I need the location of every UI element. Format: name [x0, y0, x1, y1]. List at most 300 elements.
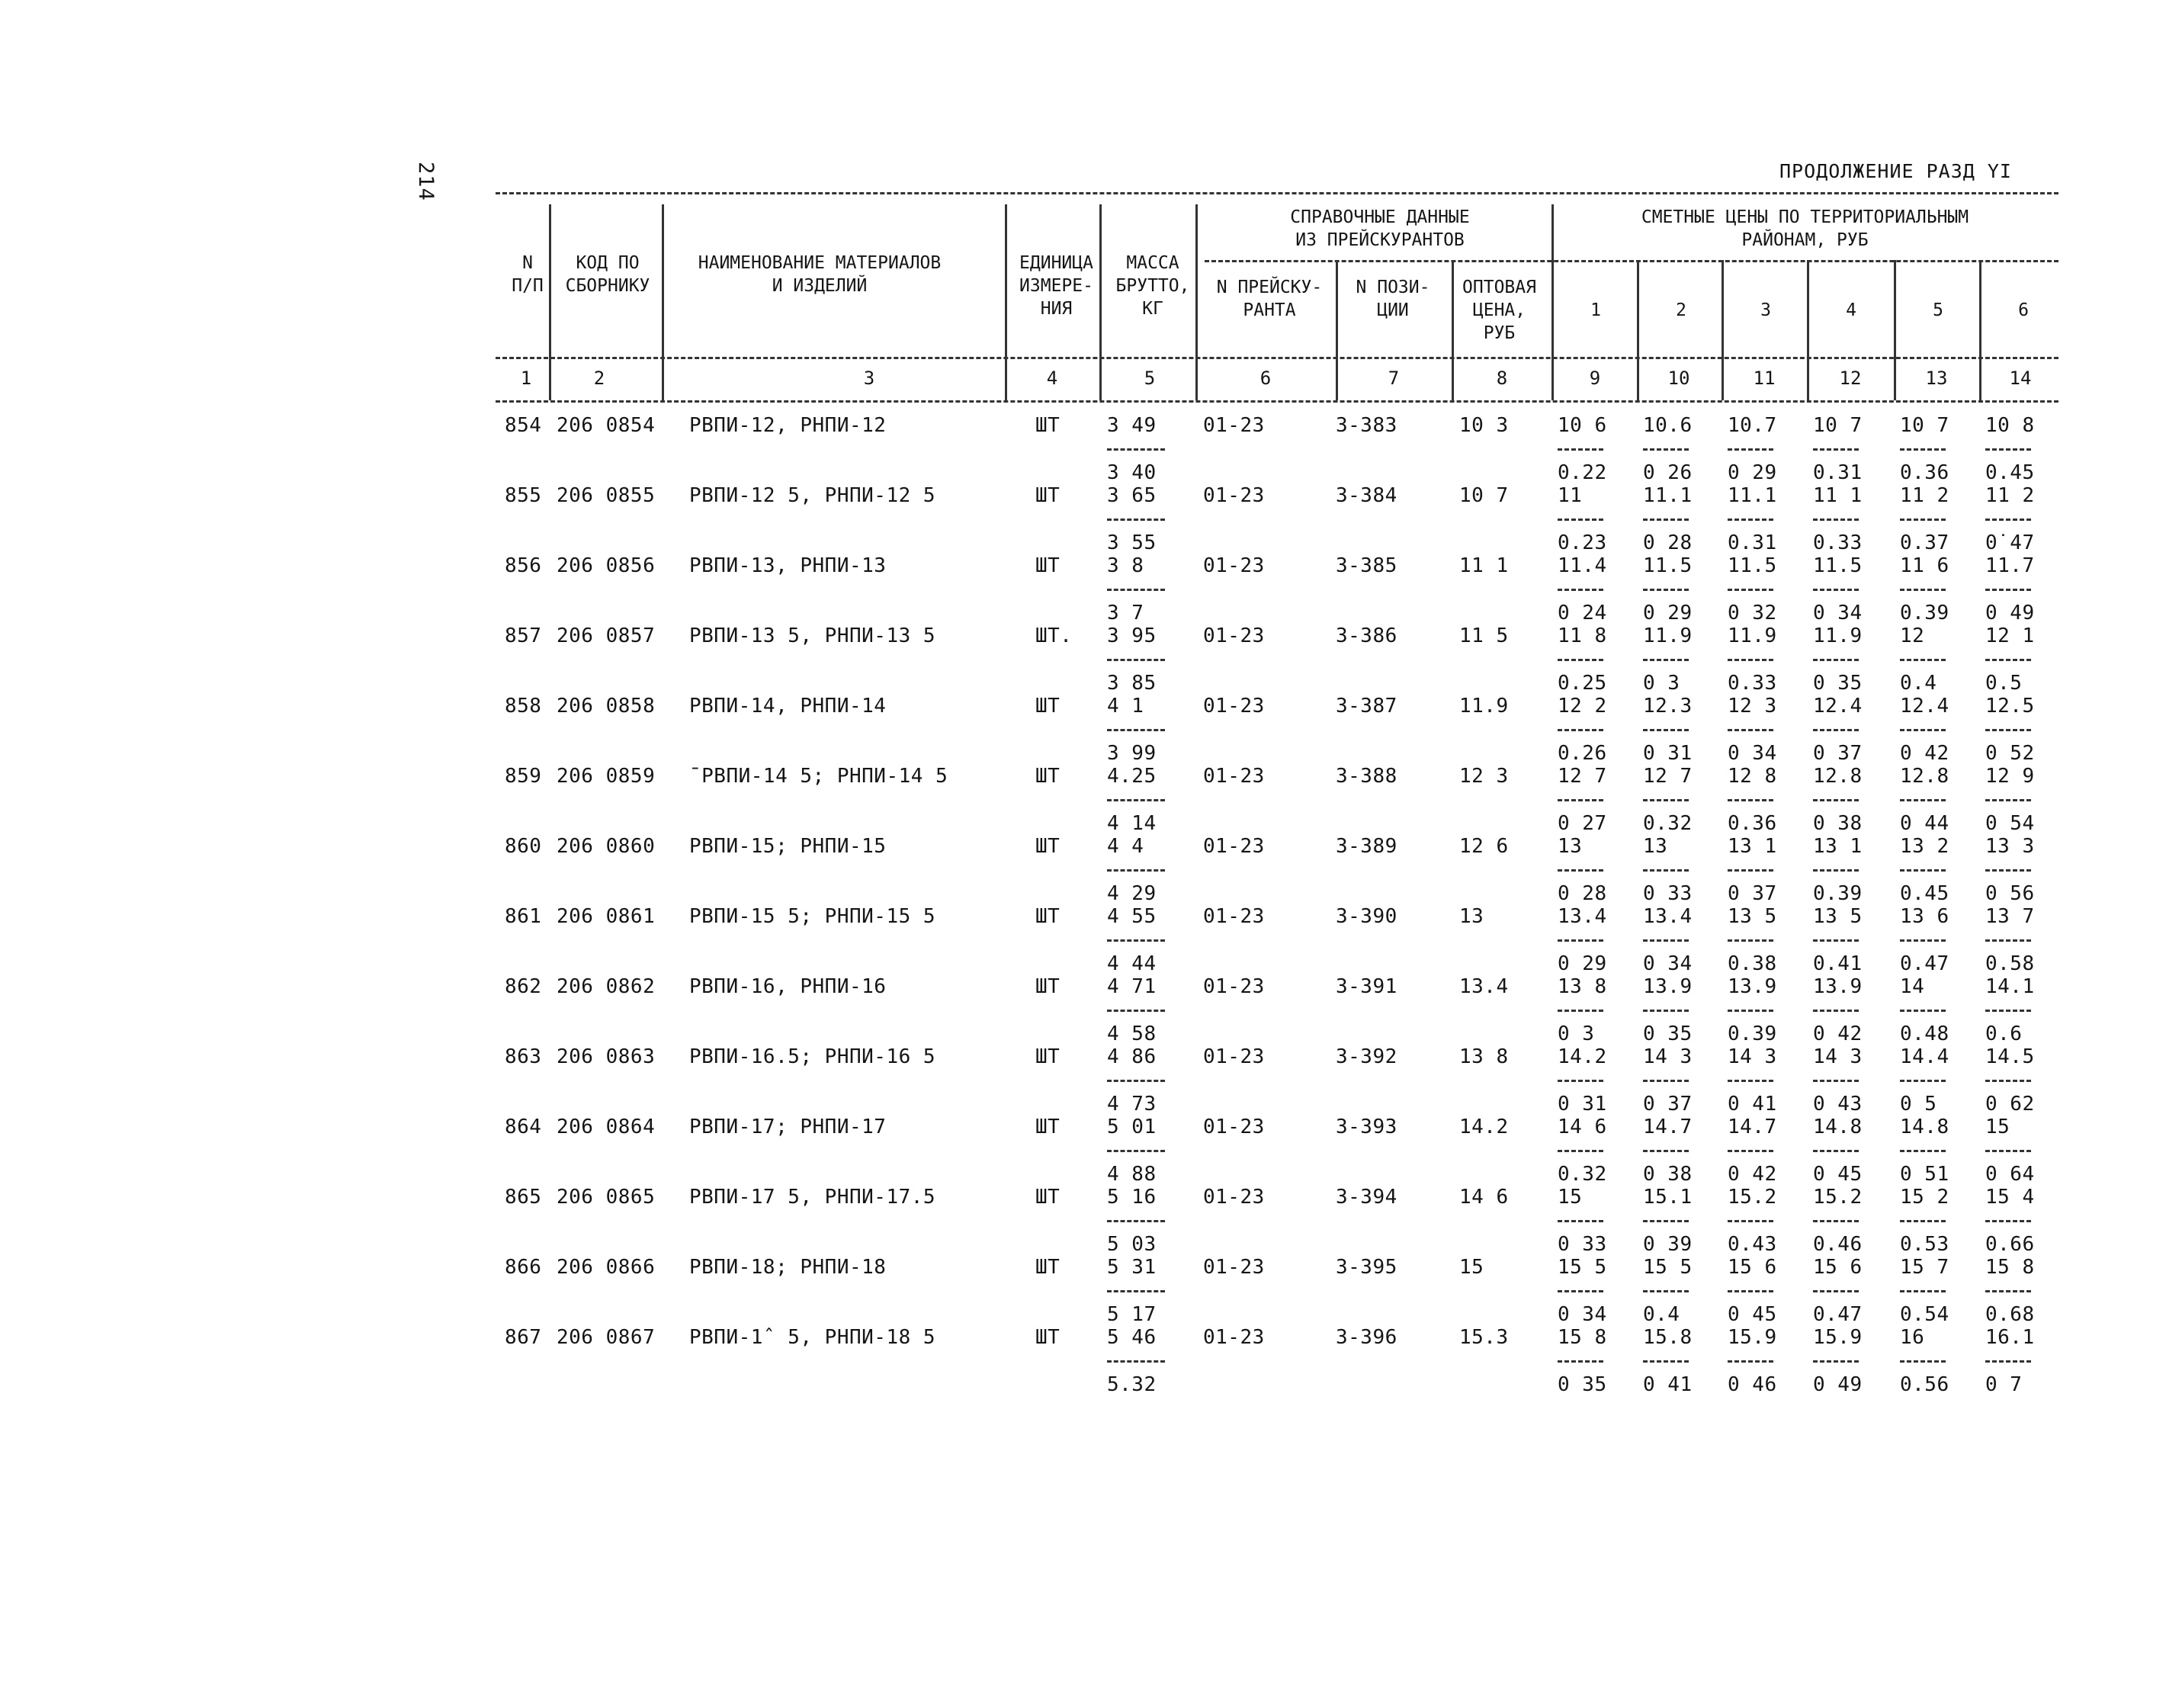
row-region-transport: 0 31 [1643, 742, 1693, 765]
row-region-price: 10 7 [1813, 414, 1863, 437]
row-name: РВПИ-15; РНПИ-15 [689, 835, 887, 858]
row-mass: 5 01 [1107, 1116, 1157, 1138]
header-mass: МАССА БРУТТО, КГ [1115, 253, 1190, 319]
rule-top [496, 192, 2058, 194]
row-region-price: 11 1 [1813, 484, 1863, 507]
row-region-price: 11.4 [1558, 554, 1607, 577]
row-region-transport: 0.36 [1728, 812, 1777, 835]
row-region-price: 14 3 [1813, 1045, 1863, 1068]
row-position: 3-391 [1336, 975, 1397, 998]
row-pricelist: 01-23 [1203, 975, 1265, 998]
row-wholesale-price: 15 [1459, 1256, 1484, 1279]
row-region-transport: 0 35 [1558, 1373, 1607, 1396]
row-region-price: 16 [1900, 1326, 1925, 1349]
row-region-price: 10 6 [1558, 414, 1607, 437]
region-price-divider [1558, 729, 1603, 731]
region-price-divider [1985, 589, 2031, 591]
region-price-divider [1985, 869, 2031, 872]
row-position: 3-385 [1336, 554, 1397, 577]
row-position: 3-395 [1336, 1256, 1397, 1279]
column-number: 6 [1259, 368, 1272, 389]
header-region: 4 [1846, 300, 1856, 320]
row-region-price: 11.1 [1728, 484, 1777, 507]
row-position: 3-396 [1336, 1326, 1397, 1349]
column-divider [1336, 260, 1338, 400]
region-price-divider [1900, 1290, 1946, 1292]
row-region-price: 12 9 [1985, 765, 2035, 788]
row-position: 3-383 [1336, 414, 1397, 437]
row-pricelist: 01-23 [1203, 1326, 1265, 1349]
row-mass-secondary: 3 7 [1107, 602, 1144, 624]
row-region-transport: 0 34 [1558, 1303, 1607, 1326]
region-price-divider [1643, 729, 1689, 731]
row-code: 206 0867 [557, 1326, 656, 1349]
region-price-divider [1558, 1080, 1603, 1082]
row-unit: ШТ [1035, 484, 1061, 507]
column-number: 13 [1925, 368, 1948, 389]
row-region-price: 12.8 [1900, 765, 1949, 788]
row-pricelist: 01-23 [1203, 1256, 1265, 1279]
region-price-divider [1643, 1010, 1689, 1012]
row-region-transport: 0.26 [1558, 742, 1607, 765]
row-region-transport: 0̇ 47 [1985, 531, 2035, 554]
row-mass-secondary: 5 03 [1107, 1233, 1157, 1256]
row-position: 3-394 [1336, 1186, 1397, 1209]
region-price-divider [1985, 1150, 2031, 1152]
row-region-price: 12 8 [1728, 765, 1777, 788]
mass-divider [1107, 1360, 1165, 1363]
mass-divider [1107, 589, 1165, 591]
row-region-transport: 0 33 [1558, 1233, 1607, 1256]
row-region-transport: 0.54 [1900, 1303, 1949, 1326]
row-name: РВПИ-16, РНПИ-16 [689, 975, 887, 998]
row-wholesale-price: 13.4 [1459, 975, 1509, 998]
row-unit: ШТ [1035, 1116, 1061, 1138]
row-region-price: 12 2 [1558, 695, 1607, 718]
region-price-divider [1728, 799, 1773, 801]
row-region-transport: 0 28 [1558, 882, 1607, 905]
row-number: 857 [505, 624, 542, 647]
region-price-divider [1813, 659, 1859, 661]
region-price-divider [1728, 1360, 1773, 1363]
row-region-price: 11.9 [1728, 624, 1777, 647]
row-region-transport: 0 35 [1643, 1023, 1693, 1045]
region-price-divider [1558, 589, 1603, 591]
row-position: 3-393 [1336, 1116, 1397, 1138]
row-region-price: 13 3 [1985, 835, 2035, 858]
row-mass-secondary: 4 29 [1107, 882, 1157, 905]
row-code: 206 0866 [557, 1256, 656, 1279]
row-pricelist: 01-23 [1203, 695, 1265, 718]
mass-divider [1107, 939, 1165, 942]
row-region-transport: 0 34 [1643, 952, 1693, 975]
column-divider [1195, 204, 1198, 400]
row-region-transport: 0.46 [1813, 1233, 1863, 1256]
region-price-divider [1813, 1360, 1859, 1363]
region-price-divider [1985, 1290, 2031, 1292]
region-price-divider [1813, 589, 1859, 591]
row-region-price: 12.4 [1813, 695, 1863, 718]
row-code: 206 0857 [557, 624, 656, 647]
region-price-divider [1643, 869, 1689, 872]
rule-subgroup [1205, 260, 2058, 262]
running-head: ПРОДОЛЖЕНИЕ РАЗД YI [1779, 160, 2012, 182]
row-region-transport: 0 24 [1558, 602, 1607, 624]
row-code: 206 0858 [557, 695, 656, 718]
row-region-price: 14 3 [1728, 1045, 1777, 1068]
row-mass: 3 49 [1107, 414, 1157, 437]
row-region-transport: 0 44 [1900, 812, 1949, 835]
row-region-price: 11 [1558, 484, 1583, 507]
row-region-transport: 0.4 [1900, 672, 1937, 695]
header-name: НАИМЕНОВАНИЕ МАТЕРИАЛОВ И ИЗДЕЛИЙ [698, 253, 942, 296]
row-region-transport: 0 5 [1900, 1093, 1937, 1116]
rule-header-bottom [496, 357, 2058, 359]
row-name: РВПИ-13 5, РНПИ-13 5 [689, 624, 936, 647]
mass-divider [1107, 729, 1165, 731]
row-mass-secondary: 4 88 [1107, 1163, 1157, 1186]
row-region-price: 12 1 [1985, 624, 2035, 647]
header-region: 1 [1590, 300, 1601, 320]
row-mass: 5 46 [1107, 1326, 1157, 1349]
row-region-price: 13 8 [1558, 975, 1607, 998]
column-number: 8 [1496, 368, 1508, 389]
region-price-divider [1900, 1080, 1946, 1082]
header-code: КОД ПО СБОРНИКУ [565, 253, 650, 296]
column-divider [1722, 260, 1724, 400]
row-region-transport: 0 3 [1643, 672, 1680, 695]
row-name: РВПИ-16.5; РНПИ-16 5 [689, 1045, 936, 1068]
row-code: 206 0854 [557, 414, 656, 437]
region-price-divider [1813, 1010, 1859, 1012]
region-price-divider [1813, 1290, 1859, 1292]
row-position: 3-390 [1336, 905, 1397, 928]
row-region-price: 15.8 [1643, 1326, 1693, 1349]
row-region-transport: 0 39 [1643, 1233, 1693, 1256]
row-region-transport: 0.25 [1558, 672, 1607, 695]
row-region-transport: 0.6 [1985, 1023, 2023, 1045]
region-price-divider [1728, 1150, 1773, 1152]
region-price-divider [1728, 589, 1773, 591]
header-estimate: СМЕТНЫЕ ЦЕНЫ ПО ТЕРРИТОРИАЛЬНЫМ РАЙОНАМ, РУБ [1641, 207, 1969, 250]
row-region-price: 12.8 [1813, 765, 1863, 788]
row-region-price: 12 7 [1643, 765, 1693, 788]
row-region-transport: 0 45 [1813, 1163, 1863, 1186]
column-divider [1005, 204, 1007, 400]
row-wholesale-price: 10 7 [1459, 484, 1509, 507]
region-price-divider [1900, 939, 1946, 942]
row-region-price: 14.5 [1985, 1045, 2035, 1068]
region-price-divider [1813, 729, 1859, 731]
row-region-transport: 0 54 [1985, 812, 2035, 835]
row-number: 864 [505, 1116, 542, 1138]
row-mass-secondary: 3 85 [1107, 672, 1157, 695]
row-unit: ШТ [1035, 905, 1061, 928]
region-price-divider [1813, 448, 1859, 451]
row-number: 863 [505, 1045, 542, 1068]
row-region-transport: 0.32 [1643, 812, 1693, 835]
row-number: 861 [505, 905, 542, 928]
row-region-price: 15 [1558, 1186, 1583, 1209]
row-wholesale-price: 13 [1459, 905, 1484, 928]
column-divider [1979, 260, 1981, 400]
row-region-transport: 0.38 [1728, 952, 1777, 975]
row-region-price: 15 [1985, 1116, 2010, 1138]
row-region-price: 13 1 [1728, 835, 1777, 858]
row-region-price: 10.7 [1728, 414, 1777, 437]
column-number: 1 [520, 368, 532, 389]
column-divider [662, 204, 664, 400]
row-position: 3-386 [1336, 624, 1397, 647]
mass-divider [1107, 518, 1165, 521]
row-region-price: 11.7 [1985, 554, 2035, 577]
row-code: 206 0855 [557, 484, 656, 507]
row-region-transport: 0.43 [1728, 1233, 1777, 1256]
row-unit: ШТ [1035, 695, 1061, 718]
row-region-transport: 0 42 [1900, 742, 1949, 765]
row-mass: 4 55 [1107, 905, 1157, 928]
row-number: 867 [505, 1326, 542, 1349]
region-price-divider [1643, 1290, 1689, 1292]
row-pricelist: 01-23 [1203, 484, 1265, 507]
row-unit: ШТ [1035, 765, 1061, 788]
row-region-transport: 0 62 [1985, 1093, 2035, 1116]
row-pricelist: 01-23 [1203, 905, 1265, 928]
row-region-price: 14.8 [1900, 1116, 1949, 1138]
row-pricelist: 01-23 [1203, 624, 1265, 647]
row-region-price: 11 6 [1900, 554, 1949, 577]
row-position: 3-389 [1336, 835, 1397, 858]
row-number: 866 [505, 1256, 542, 1279]
column-divider [1894, 260, 1896, 400]
mass-divider [1107, 659, 1165, 661]
region-price-divider [1558, 518, 1603, 521]
row-number: 858 [505, 695, 542, 718]
region-price-divider [1728, 869, 1773, 872]
mass-divider [1107, 1290, 1165, 1292]
header-region: 5 [1933, 300, 1943, 320]
region-price-divider [1558, 1220, 1603, 1222]
row-region-price: 10 7 [1900, 414, 1949, 437]
row-number: 860 [505, 835, 542, 858]
row-code: 206 0860 [557, 835, 656, 858]
row-pricelist: 01-23 [1203, 414, 1265, 437]
row-region-price: 12 7 [1558, 765, 1607, 788]
row-region-transport: 0.68 [1985, 1303, 2035, 1326]
region-price-divider [1985, 939, 2031, 942]
column-number: 5 [1144, 368, 1156, 389]
row-region-transport: 0 28 [1643, 531, 1693, 554]
row-region-transport: 0 29 [1558, 952, 1607, 975]
row-region-transport: 0 46 [1728, 1373, 1777, 1396]
row-wholesale-price: 13 8 [1459, 1045, 1509, 1068]
row-region-transport: 0 37 [1643, 1093, 1693, 1116]
row-region-price: 12 [1900, 624, 1925, 647]
row-mass: 4 86 [1107, 1045, 1157, 1068]
row-region-price: 12 3 [1728, 695, 1777, 718]
column-number: 9 [1589, 368, 1601, 389]
row-region-transport: 0.31 [1813, 461, 1863, 484]
row-region-price: 13.9 [1813, 975, 1863, 998]
row-name: РВПИ-17 5, РНПИ-17.5 [689, 1186, 936, 1209]
row-region-transport: 0.22 [1558, 461, 1607, 484]
region-price-divider [1985, 518, 2031, 521]
region-price-divider [1728, 448, 1773, 451]
row-wholesale-price: 10 3 [1459, 414, 1509, 437]
header-region: 6 [2018, 300, 2029, 320]
region-price-divider [1728, 1290, 1773, 1292]
column-number: 10 [1667, 368, 1690, 389]
row-region-transport: 0.58 [1985, 952, 2035, 975]
row-unit: ШТ [1035, 554, 1061, 577]
row-mass: 3 95 [1107, 624, 1157, 647]
row-code: 206 0859 [557, 765, 656, 788]
row-wholesale-price: 11.9 [1459, 695, 1509, 718]
row-region-transport: 0 7 [1985, 1373, 2023, 1396]
row-region-transport: 0 37 [1813, 742, 1863, 765]
row-number: 855 [505, 484, 542, 507]
row-region-price: 14.1 [1985, 975, 2035, 998]
header-unit: ЕДИНИЦА ИЗМЕРЕ- НИЯ [1019, 253, 1093, 319]
row-position: 3-384 [1336, 484, 1397, 507]
row-region-price: 15 5 [1558, 1256, 1607, 1279]
region-price-divider [1813, 939, 1859, 942]
row-region-price: 13 5 [1728, 905, 1777, 928]
row-region-transport: 0 3 [1558, 1023, 1595, 1045]
row-region-transport: 0.48 [1900, 1023, 1949, 1045]
row-mass-secondary: 4 58 [1107, 1023, 1157, 1045]
row-mass-secondary: 5.32 [1107, 1373, 1157, 1396]
rule-column-numbers [496, 400, 2058, 403]
row-name: РВПИ-12 5, РНПИ-12 5 [689, 484, 936, 507]
region-price-divider [1728, 729, 1773, 731]
row-unit: ШТ [1035, 975, 1061, 998]
row-region-transport: 0 27 [1558, 812, 1607, 835]
row-region-transport: 0.53 [1900, 1233, 1949, 1256]
row-region-price: 14.4 [1900, 1045, 1949, 1068]
row-region-price: 15.9 [1813, 1326, 1863, 1349]
column-divider [1807, 260, 1809, 400]
row-region-transport: 0.33 [1813, 531, 1863, 554]
row-name: РВПИ-1ˆ 5, РНПИ-18 5 [689, 1326, 936, 1349]
row-mass-secondary: 3 55 [1107, 531, 1157, 554]
row-code: 206 0856 [557, 554, 656, 577]
row-wholesale-price: 15.3 [1459, 1326, 1509, 1349]
row-region-transport: 0 43 [1813, 1093, 1863, 1116]
row-mass: 4 71 [1107, 975, 1157, 998]
row-name: РВПИ-13, РНПИ-13 [689, 554, 887, 577]
region-price-divider [1728, 518, 1773, 521]
mass-divider [1107, 799, 1165, 801]
region-price-divider [1643, 1220, 1689, 1222]
region-price-divider [1643, 1080, 1689, 1082]
column-number: 4 [1046, 368, 1058, 389]
row-region-transport: 0 42 [1813, 1023, 1863, 1045]
row-region-price: 10.6 [1643, 414, 1693, 437]
row-region-transport: 0 29 [1643, 602, 1693, 624]
row-region-transport: 0 64 [1985, 1163, 2035, 1186]
region-price-divider [1558, 659, 1603, 661]
row-mass-secondary: 5 17 [1107, 1303, 1157, 1326]
column-divider [1452, 260, 1454, 400]
region-price-divider [1558, 1360, 1603, 1363]
row-name: ˉРВПИ-14 5; РНПИ-14 5 [689, 765, 948, 788]
region-price-divider [1900, 1220, 1946, 1222]
row-region-price: 14 6 [1558, 1116, 1607, 1138]
header-region: 2 [1676, 300, 1686, 320]
row-region-transport: 0.47 [1900, 952, 1949, 975]
row-region-transport: 0 38 [1643, 1163, 1693, 1186]
mass-divider [1107, 1150, 1165, 1152]
row-region-price: 11.1 [1643, 484, 1693, 507]
region-price-divider [1900, 799, 1946, 801]
row-region-price: 12.4 [1900, 695, 1949, 718]
row-mass: 4.25 [1107, 765, 1157, 788]
row-region-transport: 0.32 [1558, 1163, 1607, 1186]
region-price-divider [1900, 448, 1946, 451]
region-price-divider [1643, 589, 1689, 591]
row-unit: ШТ [1035, 1326, 1061, 1349]
region-price-divider [1813, 869, 1859, 872]
row-name: РВПИ-15 5; РНПИ-15 5 [689, 905, 936, 928]
row-region-transport: 0.45 [1985, 461, 2035, 484]
region-price-divider [1985, 1360, 2031, 1363]
row-mass: 4 4 [1107, 835, 1144, 858]
row-pricelist: 01-23 [1203, 765, 1265, 788]
row-wholesale-price: 12 3 [1459, 765, 1509, 788]
region-price-divider [1900, 1360, 1946, 1363]
row-code: 206 0864 [557, 1116, 656, 1138]
row-position: 3-388 [1336, 765, 1397, 788]
region-price-divider [1900, 659, 1946, 661]
row-region-price: 11.9 [1643, 624, 1693, 647]
row-region-price: 13.4 [1643, 905, 1693, 928]
row-name: РВПИ-18; РНПИ-18 [689, 1256, 887, 1279]
row-mass-secondary: 4 14 [1107, 812, 1157, 835]
row-region-transport: 0 42 [1728, 1163, 1777, 1186]
row-wholesale-price: 11 1 [1459, 554, 1509, 577]
region-price-divider [1985, 1010, 2031, 1012]
row-region-price: 13 1 [1813, 835, 1863, 858]
region-price-divider [1900, 869, 1946, 872]
row-region-price: 12.5 [1985, 695, 2035, 718]
region-price-divider [1985, 448, 2031, 451]
row-region-transport: 0 29 [1728, 461, 1777, 484]
header-wholesale: ОПТОВАЯ ЦЕНА, РУБ [1462, 278, 1536, 343]
row-region-price: 14 [1900, 975, 1925, 998]
row-mass-secondary: 3 99 [1107, 742, 1157, 765]
row-name: РВПИ-14, РНПИ-14 [689, 695, 887, 718]
row-region-price: 13.4 [1558, 905, 1607, 928]
region-price-divider [1558, 1150, 1603, 1152]
row-pricelist: 01-23 [1203, 1116, 1265, 1138]
row-mass-secondary: 4 73 [1107, 1093, 1157, 1116]
row-wholesale-price: 11 5 [1459, 624, 1509, 647]
region-price-divider [1985, 799, 2031, 801]
row-code: 206 0861 [557, 905, 656, 928]
row-mass-secondary: 4 44 [1107, 952, 1157, 975]
row-region-transport: 0.56 [1900, 1373, 1949, 1396]
region-price-divider [1558, 799, 1603, 801]
row-region-transport: 0 37 [1728, 882, 1777, 905]
row-region-transport: 0.66 [1985, 1233, 2035, 1256]
row-region-price: 11.5 [1813, 554, 1863, 577]
row-region-transport: 0.23 [1558, 531, 1607, 554]
row-region-price: 14 3 [1643, 1045, 1693, 1068]
row-region-transport: 0 41 [1728, 1093, 1777, 1116]
row-region-transport: 0 41 [1643, 1373, 1693, 1396]
row-region-price: 13 7 [1985, 905, 2035, 928]
